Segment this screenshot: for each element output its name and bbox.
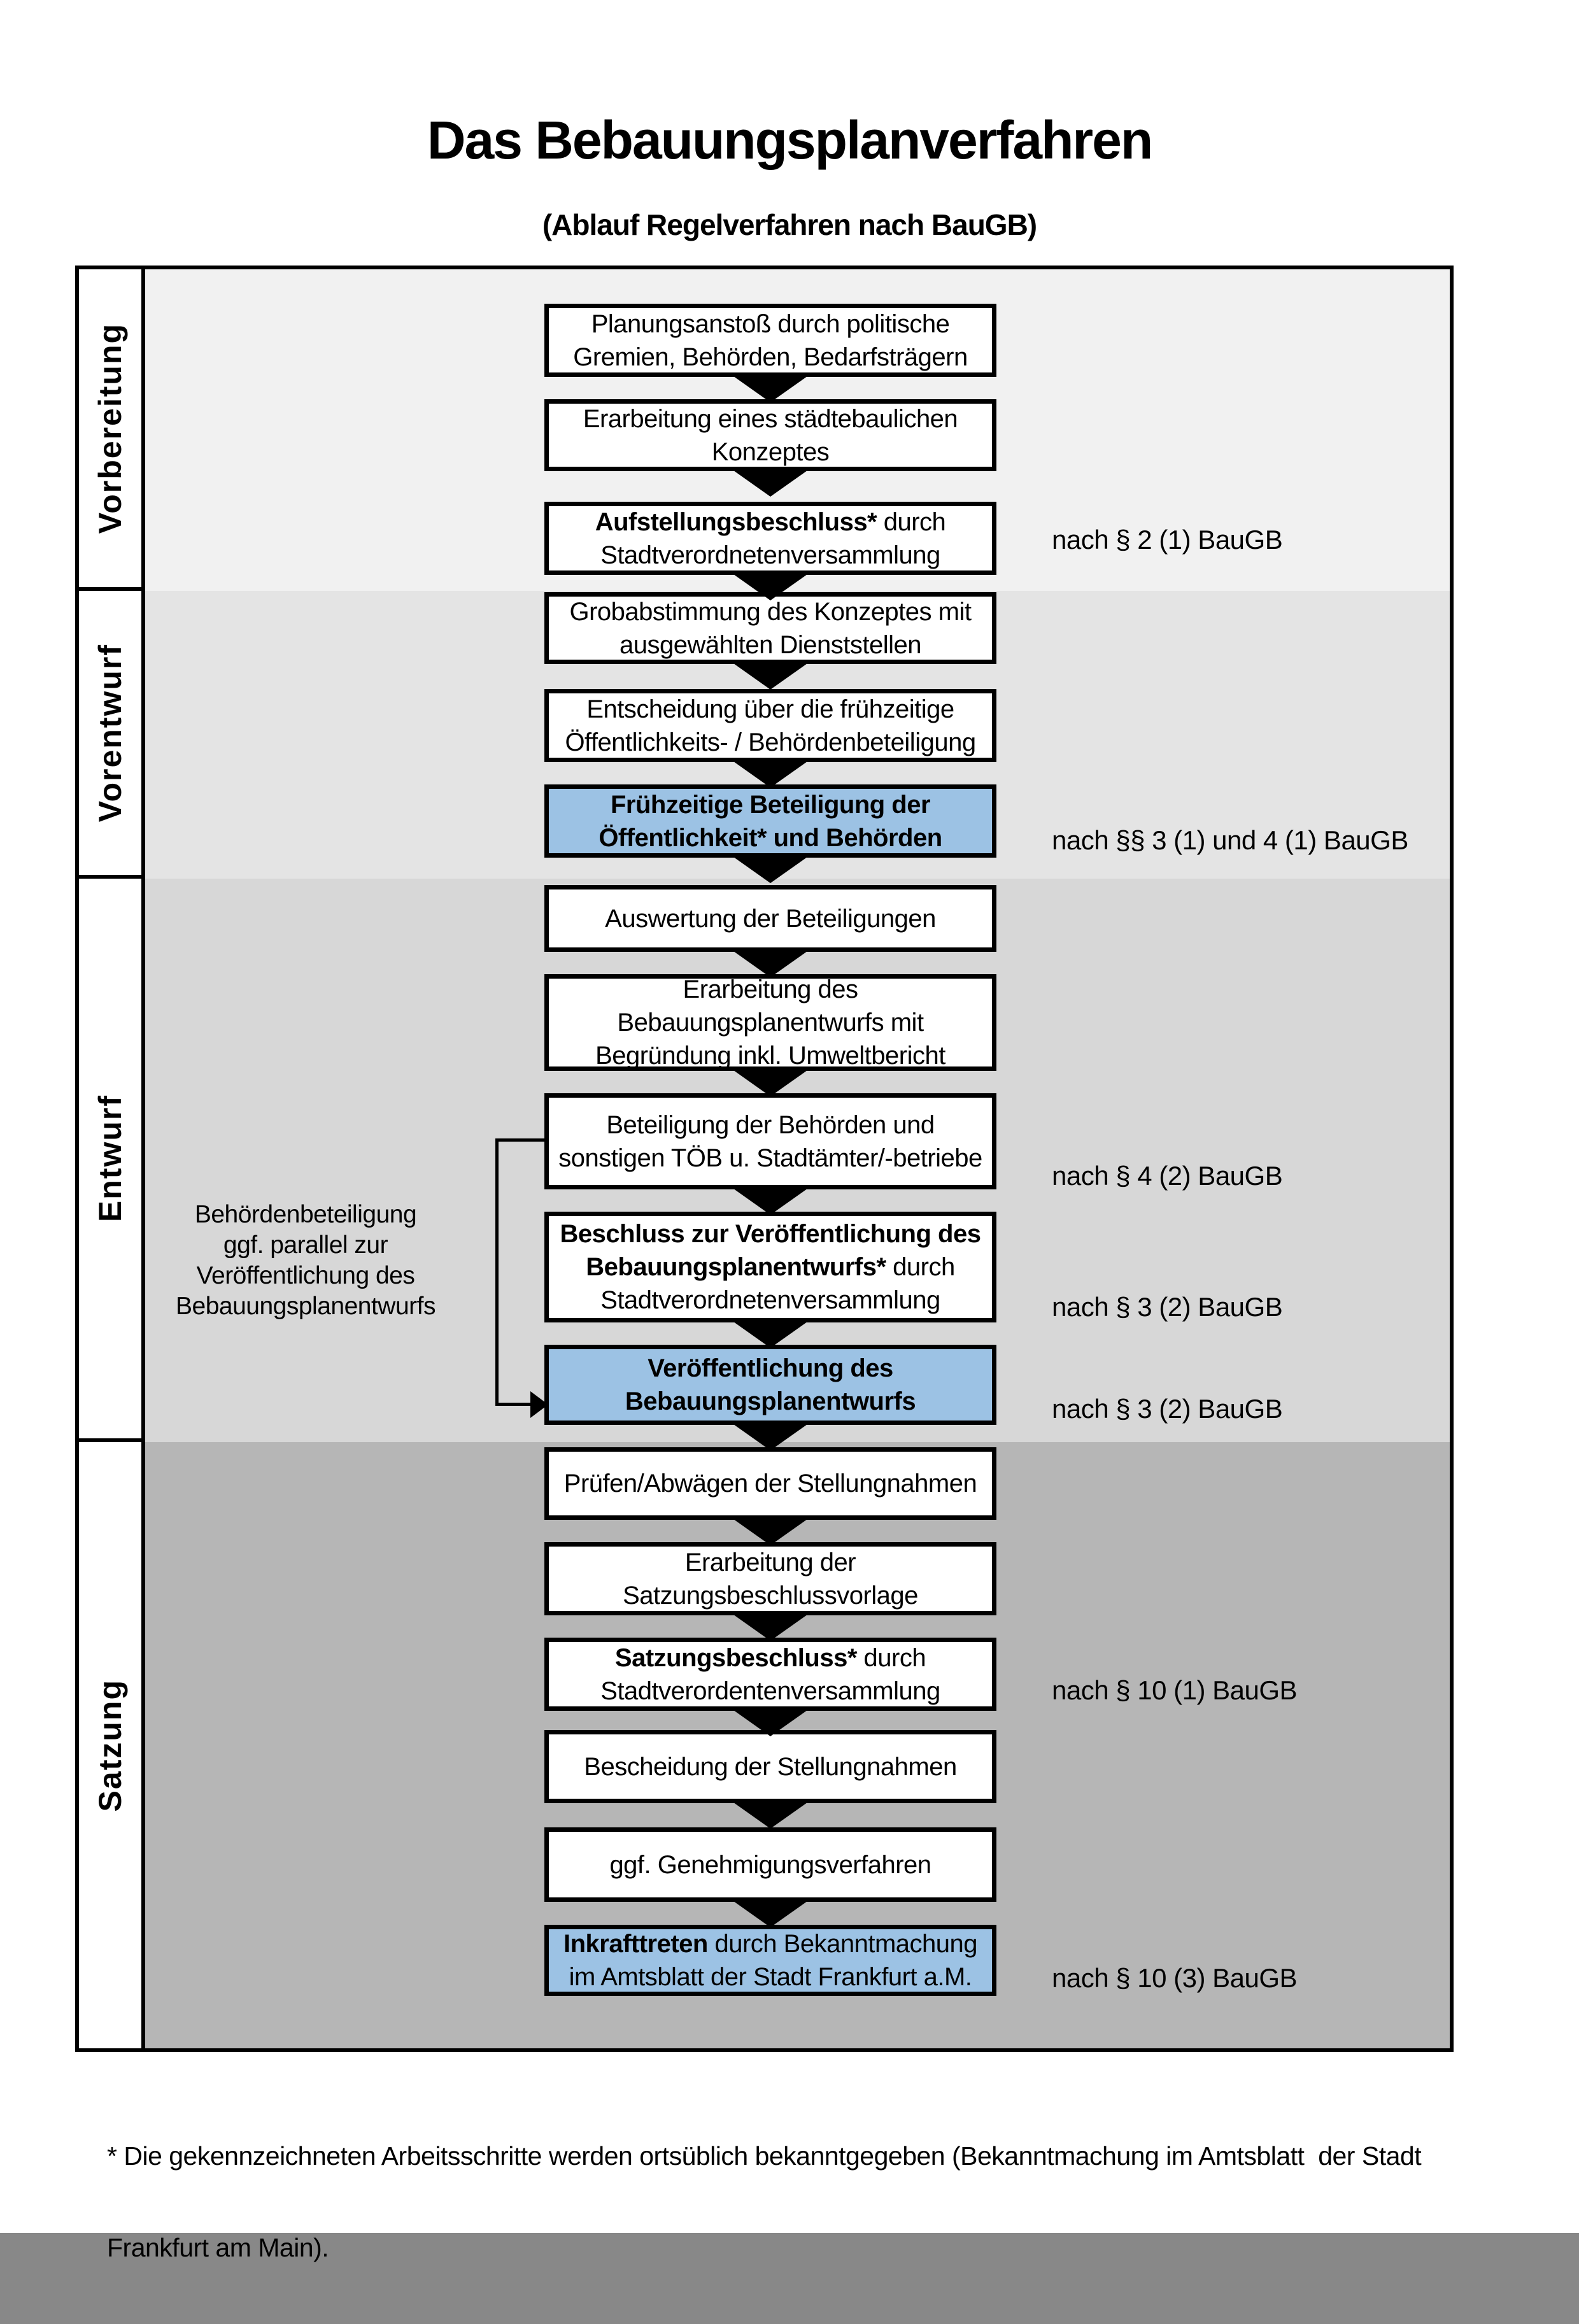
box-text-line xyxy=(563,1927,977,1960)
arrow-down-icon xyxy=(729,854,812,883)
box-text-line: Erarbeitung eines städtebaulichen xyxy=(583,404,958,433)
flow-box-aufstellungsbeschluss xyxy=(544,502,996,575)
box-text-regular: durch xyxy=(886,1253,955,1281)
box-text-line: Öffentlichkeit* und Behörden xyxy=(598,823,942,852)
annotation-line: Behördenbeteiligung xyxy=(194,1201,417,1228)
arrow-down-icon xyxy=(729,660,812,690)
phase-label-satzung: Satzung xyxy=(92,1678,128,1812)
box-text-regular: durch xyxy=(877,507,946,536)
flow-box-behoerdenbeteiligung xyxy=(544,1093,996,1189)
box-text-bold: Inkrafttreten xyxy=(563,1930,708,1958)
box-text-line xyxy=(560,1217,981,1251)
box-text-line: Veröffentlichung des xyxy=(648,1354,893,1382)
box-text-bold: Bebauungsplanentwurfs* xyxy=(586,1253,886,1281)
box-text-line: Beteiligung der Behörden und xyxy=(606,1110,935,1139)
box-text-bold: Satzungsbeschluss* xyxy=(614,1643,857,1672)
page-title: Das Bebauungsplanverfahren xyxy=(427,110,1152,170)
arrow-down-icon xyxy=(729,1067,812,1096)
arrow-right-icon xyxy=(530,1391,548,1418)
footnote-line: Frankfurt am Main). xyxy=(107,2233,329,2262)
box-text-line: Gremien, Behörden, Bedarfsträgern xyxy=(573,343,968,371)
legal-ref-aufstellungsbeschluss: nach § 2 (1) BauGB xyxy=(1052,525,1283,555)
arrow-down-icon xyxy=(729,1186,812,1215)
arrow-down-icon xyxy=(729,948,812,977)
box-text-line: Öffentlichkeits- / Behördenbeteiligung xyxy=(565,728,976,756)
phase-cell-vorentwurf xyxy=(79,591,145,879)
box-text-line: Bebauungsplanentwurfs mit xyxy=(617,1009,924,1037)
legal-ref-fruehzeitige-beteiligung: nach §§ 3 (1) und 4 (1) BauGB xyxy=(1052,825,1408,855)
arrow-down-icon xyxy=(729,1319,812,1348)
phase-label-vorentwurf: Vorentwurf xyxy=(92,643,128,823)
arrow-down-icon xyxy=(729,1707,812,1736)
box-text-bold: Beschluss zur Veröffentlichung des xyxy=(560,1220,981,1248)
box-text-line: Erarbeitung des xyxy=(683,975,858,1003)
bracket-line xyxy=(495,1138,499,1406)
flow-box-pruefen-abwaegen xyxy=(544,1447,996,1520)
box-text-line: Stadtverordentenversammlung xyxy=(600,1676,940,1705)
arrow-down-icon xyxy=(729,1516,812,1545)
flow-box-genehmigungsverfahren xyxy=(544,1827,996,1902)
box-text-bold: Aufstellungsbeschluss* xyxy=(595,507,877,536)
flow-box-satzungsbeschluss xyxy=(544,1638,996,1711)
box-text-line: Planungsanstoß durch politische xyxy=(591,309,950,338)
box-text-line: Satzungsbeschlussvorlage xyxy=(623,1581,918,1610)
arrow-down-icon xyxy=(729,1898,812,1927)
box-text-line: Bebauungsplanentwurfs xyxy=(625,1387,916,1415)
box-text-line: Grobabstimmung des Konzeptes mit xyxy=(569,597,972,626)
box-text-line: sonstigen TÖB u. Stadtämter/-betriebe xyxy=(558,1144,982,1172)
box-text-line xyxy=(615,1641,926,1675)
flow-box-konzept-erarbeitung xyxy=(544,399,996,471)
arrow-down-icon xyxy=(729,1612,812,1641)
flow-box-veroeffentlichungsbeschluss xyxy=(544,1212,996,1322)
phase-cell-entwurf xyxy=(79,879,145,1442)
legal-ref-satzungsbeschluss: nach § 10 (1) BauGB xyxy=(1052,1675,1298,1705)
arrow-down-icon xyxy=(729,1799,812,1829)
arrow-down-icon xyxy=(729,758,812,788)
legal-ref-veroeffentlichungsbeschluss: nach § 3 (2) BauGB xyxy=(1052,1292,1283,1322)
box-text-line: Konzeptes xyxy=(711,437,830,466)
phase-cell-vorbereitung xyxy=(79,269,145,591)
flow-box-grobabstimmung xyxy=(544,592,996,664)
arrow-down-icon xyxy=(729,467,812,497)
box-text-line: Stadtverordnetenversammlung xyxy=(600,1286,940,1314)
phase-cell-satzung xyxy=(79,1442,145,2048)
box-text-line: ggf. Genehmigungsverfahren xyxy=(609,1850,931,1879)
box-text-line: Entscheidung über die frühzeitige xyxy=(586,695,954,723)
flow-box-fruehzeitige-beteiligung xyxy=(544,784,996,858)
flow-box-bescheidung xyxy=(544,1730,996,1803)
arrow-down-icon xyxy=(729,571,812,600)
bracket-line xyxy=(495,1403,530,1406)
box-text-regular: durch xyxy=(856,1643,926,1672)
annotation-line: Veröffentlichung des xyxy=(196,1262,415,1289)
box-text-regular: durch Bekanntmachung xyxy=(707,1930,977,1958)
footnote-line: * Die gekennzeichneten Arbeitsschritte werden ortsüblich bekanntgegeben (Bekanntmachung im Amtsblatt der Stadt xyxy=(107,2141,1422,2171)
annotation-line: ggf. parallel zur xyxy=(223,1231,388,1259)
bracket-line xyxy=(495,1138,544,1142)
box-text-line: Erarbeitung der xyxy=(684,1548,856,1576)
flow-box-planungsanstoss xyxy=(544,304,996,377)
flow-box-veroeffentlichung xyxy=(544,1345,996,1425)
flow-box-auswertung xyxy=(544,885,996,952)
box-text-line: Auswertung der Beteiligungen xyxy=(605,904,936,933)
arrow-down-icon xyxy=(729,1421,812,1450)
page-subtitle: (Ablauf Regelverfahren nach BauGB) xyxy=(542,208,1037,241)
box-text-line: Begründung inkl. Umweltbericht xyxy=(595,1042,945,1070)
box-text-line xyxy=(595,506,946,539)
box-text-line: Stadtverordnetenversammlung xyxy=(600,541,940,569)
legal-ref-behoerdenbeteiligung: nach § 4 (2) BauGB xyxy=(1052,1161,1283,1191)
annotation-behoerdenbeteiligung xyxy=(153,1200,458,1322)
box-text-line xyxy=(586,1251,954,1284)
box-text-line: Bescheidung der Stellungnahmen xyxy=(584,1752,957,1781)
flow-box-inkrafttreten xyxy=(544,1925,996,1996)
flow-box-satzungsbeschlussvorlage xyxy=(544,1542,996,1615)
flow-box-entscheidung-beteiligung xyxy=(544,689,996,762)
box-text-line: im Amtsblatt der Stadt Frankfurt a.M. xyxy=(569,1963,972,1991)
box-text-line: ausgewählten Dienststellen xyxy=(620,630,921,659)
legal-ref-inkrafttreten: nach § 10 (3) BauGB xyxy=(1052,1963,1298,1993)
box-text-line: Frühzeitige Beteiligung der xyxy=(610,790,931,819)
box-text-line: Prüfen/Abwägen der Stellungnahmen xyxy=(563,1470,977,1498)
flow-box-erarbeitung-entwurf xyxy=(544,974,996,1071)
legal-ref-veroeffentlichung: nach § 3 (2) BauGB xyxy=(1052,1394,1283,1424)
phase-label-entwurf: Entwurf xyxy=(92,1095,128,1222)
annotation-line: Bebauungsplanentwurfs xyxy=(176,1293,435,1320)
footnote xyxy=(107,2080,1476,2324)
phase-label-vorbereitung: Vorbereitung xyxy=(92,322,128,534)
arrow-down-icon xyxy=(729,373,812,402)
